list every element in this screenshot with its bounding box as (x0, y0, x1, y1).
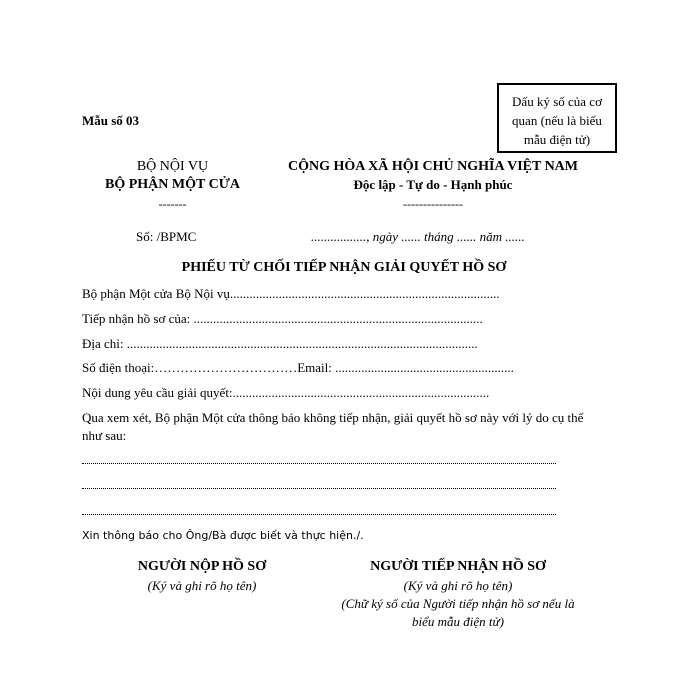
receiver-note: (Ký và ghi rõ họ tên) (403, 578, 513, 593)
receiver-title: NGƯỜI TIẾP NHẬN HỒ SƠ (370, 559, 546, 574)
document-number: Số: /BPMC (136, 229, 197, 244)
receiver-digital-signature-note: (Chữ ký số của Người tiếp nhận hồ sơ nếu là (341, 596, 575, 611)
form-title: PHIẾU TỪ CHỐI TIẾP NHẬN GIẢI QUYẾT HỒ SƠ (181, 260, 507, 275)
reason-blank-line (82, 488, 556, 489)
field-received-from: Tiếp nhận hồ sơ của: ......................................................................................... (82, 311, 483, 326)
field-phone-email: Số điện thoại:……………………………Email: ....................................................... (82, 360, 514, 375)
national-title: CỘNG HÒA XÃ HỘI CHỦ NGHĨA VIỆT NAM (287, 159, 578, 174)
national-motto: Độc lập - Tự do - Hạnh phúc (353, 177, 513, 192)
stamp-line-2: quan (nếu là biểu (512, 113, 602, 128)
notice-text: Xin thông báo cho Ông/Bà được biết và thực hiện./. (82, 529, 364, 542)
reason-blank-line (82, 463, 556, 464)
field-request-content: Nội dung yêu cầu giải quyết:............................................................................... (82, 385, 490, 400)
stamp-line-3: mẫu điện tử) (523, 132, 591, 147)
agency-separator: ------- (158, 197, 187, 211)
digital-stamp-box (497, 83, 617, 153)
field-department: Bộ phận Một cửa Bộ Nội vụ................................................................................... (82, 286, 500, 301)
reason-line-1: Qua xem xét, Bộ phận Một cửa thông báo không tiếp nhận, giải quyết hồ sơ này với lý do cụ thể (82, 410, 584, 425)
date-line: ................., ngày ...... tháng ...... năm ...... (311, 229, 525, 244)
submitter-note: (Ký và ghi rõ họ tên) (147, 578, 257, 593)
national-separator: --------------- (403, 197, 463, 211)
agency-name: BỘ NỘI VỤ (136, 159, 209, 174)
reason-blank-line (82, 514, 556, 515)
stamp-line-1: Dấu ký số của cơ (512, 94, 602, 109)
reason-line-2: như sau: (82, 428, 127, 443)
receiver-digital-signature-note-cont: biểu mẫu điện tử) (412, 614, 504, 629)
submitter-title: NGƯỜI NỘP HỒ SƠ (137, 559, 267, 574)
agency-department: BỘ PHẬN MỘT CỬA (105, 177, 240, 192)
form-number: Mẫu số 03 (82, 113, 140, 128)
field-address: Địa chỉ: ............................................................................................................ (82, 336, 478, 351)
